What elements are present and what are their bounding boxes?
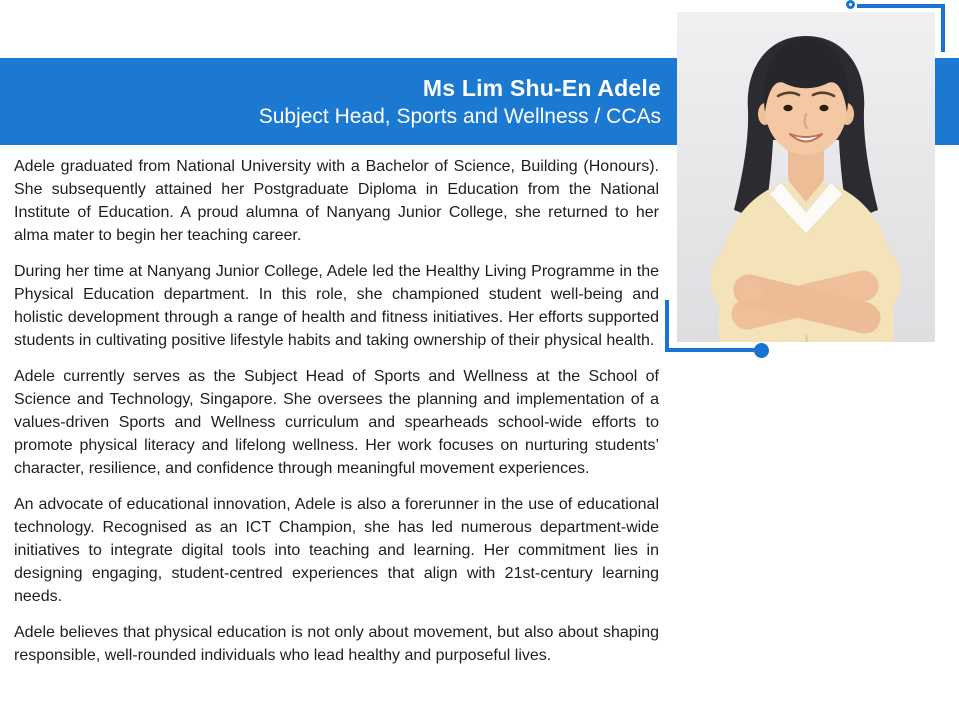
biography-text [14, 155, 659, 680]
profile-photo [677, 12, 935, 342]
connector-ring-icon [846, 0, 855, 9]
bio-paragraph-1: Adele graduated from National University with a Bachelor of Science, Building (Honours). She subsequently attained her Postgraduate Diploma in Education from the National Institute of Education. A proud alumna of Nanyang Junior College, she returned to her alma mater to begin her teaching career. [14, 158, 659, 244]
profile-name: Ms Lim Shu-En Adele [422, 74, 661, 101]
connector-line-vertical-bottom [665, 300, 669, 352]
profile-role: Subject Head, Sports and Wellness / CCAs [258, 104, 661, 128]
blouse-placket [806, 334, 807, 342]
eye-right [819, 105, 828, 111]
bio-paragraph-5: Adele believes that physical education is not only about movement, but also about shaping responsible, well-rounded individuals who lead healthy and purposeful lives. [14, 624, 659, 664]
bio-paragraph-2: During her time at Nanyang Junior College, Adele led the Healthy Living Programme in the Physical Education department. In this role, she championed student well-being and holistic development through a range of health and fitness initiatives. Her efforts supported students in cultivating positive lifestyle habits and taking ownership of their physical health. [14, 263, 659, 349]
bio-paragraph-4: An advocate of educational innovation, Adele is also a forerunner in the use of educational technology. Recognised as an ICT Champion, she has led numerous department-wide initiatives to integrate digital tools into teaching and learning. Her commitment lies in designing engaging, student-centred experiences that align with 21st-century learning needs. [14, 496, 659, 605]
connector-line-vertical-top [941, 4, 945, 52]
eye-left [783, 105, 792, 111]
hand-right [850, 306, 880, 330]
hand-left [735, 279, 763, 301]
bio-paragraph-3: Adele currently serves as the Subject Head of Sports and Wellness at the School of Science and Technology, Singapore. She oversees the planning and implementation of a values-driven Sports and Wellness curriculum and spearheads school-wide efforts to promote physical literacy and lifelong wellness. Her work focuses on nurturing students’ character, resilience, and confidence through meaningful movement experiences. [14, 368, 659, 477]
portrait-illustration [677, 12, 935, 342]
connector-line-horizontal-bottom [665, 348, 758, 352]
connector-dot-icon [754, 343, 769, 358]
connector-line-horizontal-top [857, 4, 945, 8]
